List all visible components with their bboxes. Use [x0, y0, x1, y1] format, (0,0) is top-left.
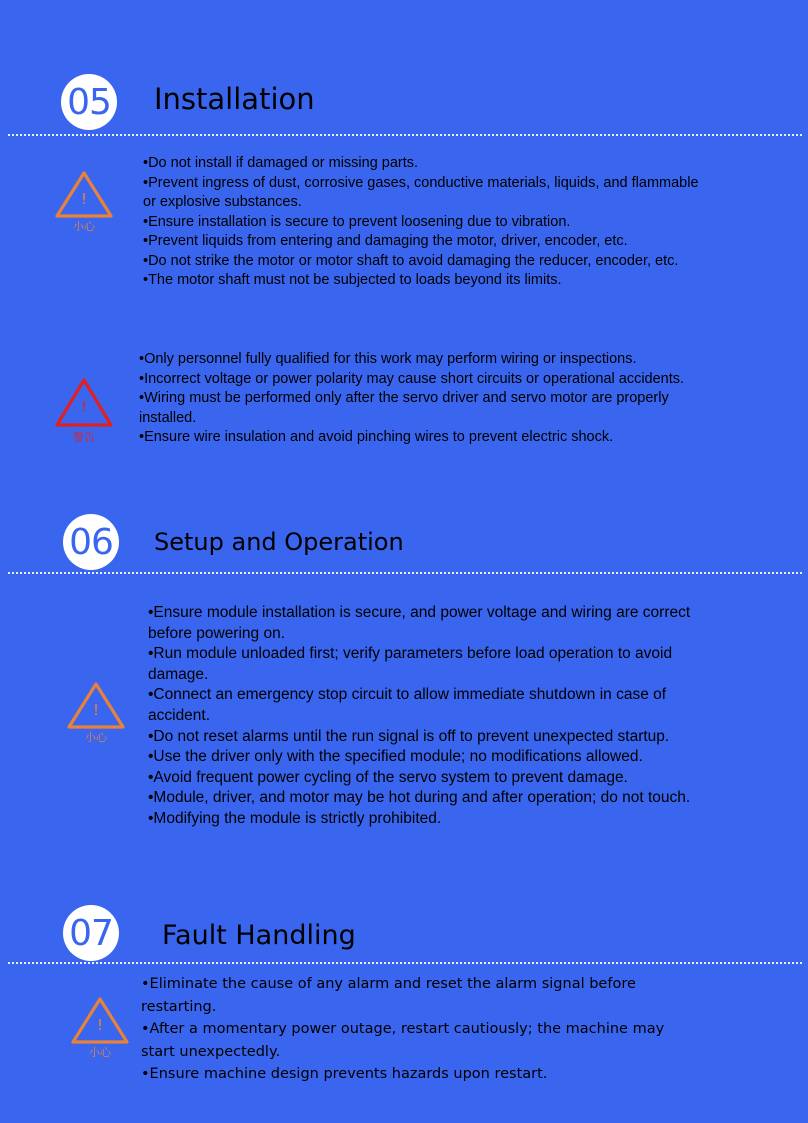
- list-item: •Run module unloaded first; verify parameters before load operation to avoid damage.: [148, 645, 673, 683]
- list-item: •Only personnel fully qualified for this work may perform wiring or inspections.: [139, 351, 637, 367]
- section-number-07: 07: [63, 905, 119, 961]
- section-number-06: 06: [63, 514, 119, 570]
- list-item: •Avoid frequent power cycling of the servo system to prevent damage.: [148, 768, 628, 786]
- section-title-installation: Installation: [154, 82, 315, 116]
- fault-caution-list: [141, 973, 701, 1086]
- caution-icon-label: 小心: [89, 1046, 111, 1059]
- warning-triangle-icon: [53, 377, 115, 444]
- setup-caution-list: [148, 603, 708, 830]
- section-title-fault-handling: Fault Handling: [162, 920, 356, 951]
- list-item: •The motor shaft must not be subjected to loads beyond its limits.: [143, 272, 562, 288]
- warning-icon-label: 警告: [73, 431, 95, 444]
- svg-text:!: !: [80, 190, 88, 208]
- list-item: •Ensure module installation is secure, and power voltage and wiring are correct before powering on.: [148, 604, 691, 642]
- list-item: •Use the driver only with the specified module; no modifications allowed.: [148, 748, 643, 766]
- list-item: •Do not strike the motor or motor shaft to avoid damaging the reducer, encoder, etc.: [143, 252, 679, 269]
- section-divider: [8, 962, 802, 964]
- list-item: •Connect an emergency stop circuit to allow immediate shutdown in case of accident.: [148, 686, 667, 724]
- section-divider: [8, 572, 802, 574]
- caution-triangle-icon: [65, 681, 127, 743]
- section-number-05: 05: [61, 74, 117, 130]
- list-item: •Module, driver, and motor may be hot during and after operation; do not touch.: [148, 789, 691, 807]
- installation-caution-list: [143, 154, 703, 291]
- installation-warning-list: [139, 350, 699, 448]
- caution-triangle-icon: [69, 996, 131, 1058]
- caution-icon-label: 小心: [85, 731, 107, 744]
- list-item: •Incorrect voltage or power polarity may cause short circuits or operational accidents.: [139, 370, 685, 387]
- list-item: •Ensure installation is secure to prevent loosening due to vibration.: [143, 213, 571, 230]
- list-item: •Ensure machine design prevents hazards upon restart.: [141, 1066, 548, 1082]
- list-item: •After a momentary power outage, restart cautiously; the machine may start unexpectedly.: [141, 1021, 665, 1060]
- section-divider: [8, 134, 802, 136]
- list-item: •Prevent ingress of dust, corrosive gases, conductive materials, liquids, and flammable or explosive substances.: [143, 174, 699, 210]
- caution-triangle-icon: [53, 170, 115, 232]
- caution-icon-label: 小心: [73, 220, 95, 233]
- svg-text:!: !: [92, 701, 100, 719]
- list-item: •Ensure wire insulation and avoid pinching wires to prevent electric shock.: [139, 429, 614, 445]
- list-item: •Do not install if damaged or missing parts.: [143, 155, 419, 171]
- list-item: •Wiring must be performed only after the servo driver and servo motor are properly installed.: [139, 390, 669, 426]
- list-item: •Do not reset alarms until the run signal is off to prevent unexpected startup.: [148, 727, 670, 745]
- svg-text:!: !: [80, 398, 88, 416]
- list-item: •Eliminate the cause of any alarm and reset the alarm signal before restarting.: [141, 976, 636, 1015]
- list-item: •Prevent liquids from entering and damaging the motor, driver, encoder, etc.: [143, 233, 628, 249]
- list-item: •Modifying the module is strictly prohibited.: [148, 809, 442, 827]
- section-title-setup-and-operation: Setup and Operation: [154, 528, 404, 556]
- svg-text:!: !: [96, 1016, 104, 1034]
